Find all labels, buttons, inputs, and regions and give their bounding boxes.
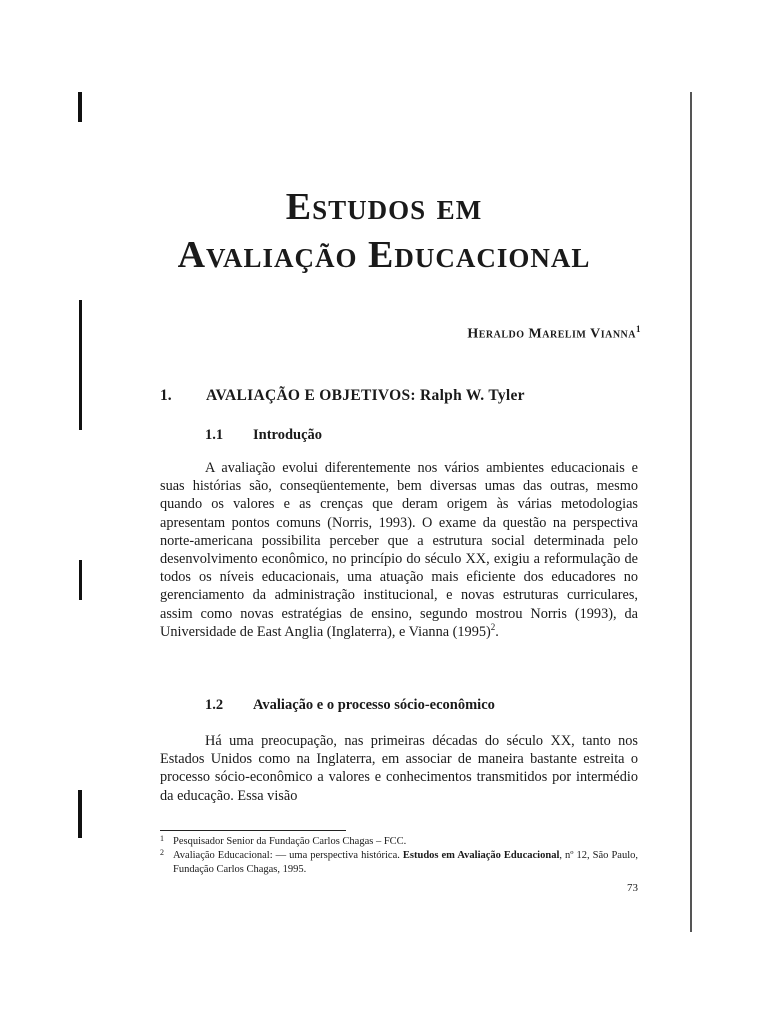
footnote-ref: 2 — [490, 622, 496, 633]
author-name — [467, 324, 641, 343]
subsection-heading-1-1 — [205, 427, 322, 444]
subsection-title: Introdução — [253, 427, 323, 443]
subsection-number: 1.2 — [205, 697, 224, 713]
subsection-number: 1.1 — [205, 427, 224, 443]
footnote-divider — [160, 830, 346, 831]
scan-edge-mark — [79, 560, 82, 600]
footnote-ref: 1 — [636, 324, 641, 334]
body-paragraph: Há uma preocupação, nas primeiras décadas do século XX, tanto nos Estados Unidos como na Inglaterra, em associar de maneira bastante estreita o processo sócio-econômico a valores e conhecimentos transmitidos por intermédio da educação. Essa visão — [160, 733, 638, 804]
footnote-1 — [160, 835, 638, 849]
document-title-line-2: Avaliação Educacional — [177, 234, 591, 276]
page-number: 73 — [627, 882, 638, 894]
footnote-journal-title: Estudos em Avaliação Educacional — [402, 850, 560, 861]
paragraph-text: A avaliação evolui diferentemente nos vários ambientes educacionais e suas histórias são, conseqüentemente, bem diversas umas das outras, mesmo quando os valores e as crenças que deram origem às várias metodologias apresentam pontos comuns (Norris, 1993). O exame da questão na perspectiva norte-americana possibilita perceber que a estrutura social determinada pelo desenvolvimento econômico, no princípio do século XX, exigiu a reformulação de todos os níveis educacionais, uma atuação mais eficiente dos educadores no gerenciamento da administração institucional, e novas estruturas curriculares, assim como novas estratégias de ensino, segundo mostrou Norris (1993), da Universidade de East Anglia (Inglaterra), e Vianna (1995) — [160, 460, 638, 640]
footnote-mark: 1 — [160, 834, 164, 843]
footnotes — [160, 835, 638, 877]
section-title: AVALIAÇÃO E OBJETIVOS: Ralph W. Tyler — [206, 387, 525, 404]
section-number: 1. — [160, 387, 172, 404]
footnote-text: Pesquisador Senior da Fundação Carlos Chagas – FCC. — [173, 836, 407, 847]
paragraph-end: . — [495, 623, 499, 640]
body-paragraph — [160, 459, 638, 641]
footnote-2 — [160, 849, 638, 877]
author-text: Heraldo Marelim Vianna — [467, 326, 636, 342]
document-title-line-1: Estudos em — [285, 186, 483, 228]
scan-edge-mark — [78, 790, 82, 838]
subsection-heading-1-2 — [205, 697, 495, 714]
footnote-text: , nº 12, São Paulo, Fundação Carlos Chagas, 1995. — [173, 850, 638, 875]
footnote-mark: 2 — [160, 848, 164, 857]
footnote-text: Avaliação Educacional: — uma perspectiva histórica. — [173, 850, 400, 861]
section-heading — [160, 387, 525, 405]
scan-edge-mark — [79, 300, 82, 430]
scan-edge-mark — [78, 92, 82, 122]
subsection-title: Avaliação e o processo sócio-econômico — [253, 697, 495, 713]
